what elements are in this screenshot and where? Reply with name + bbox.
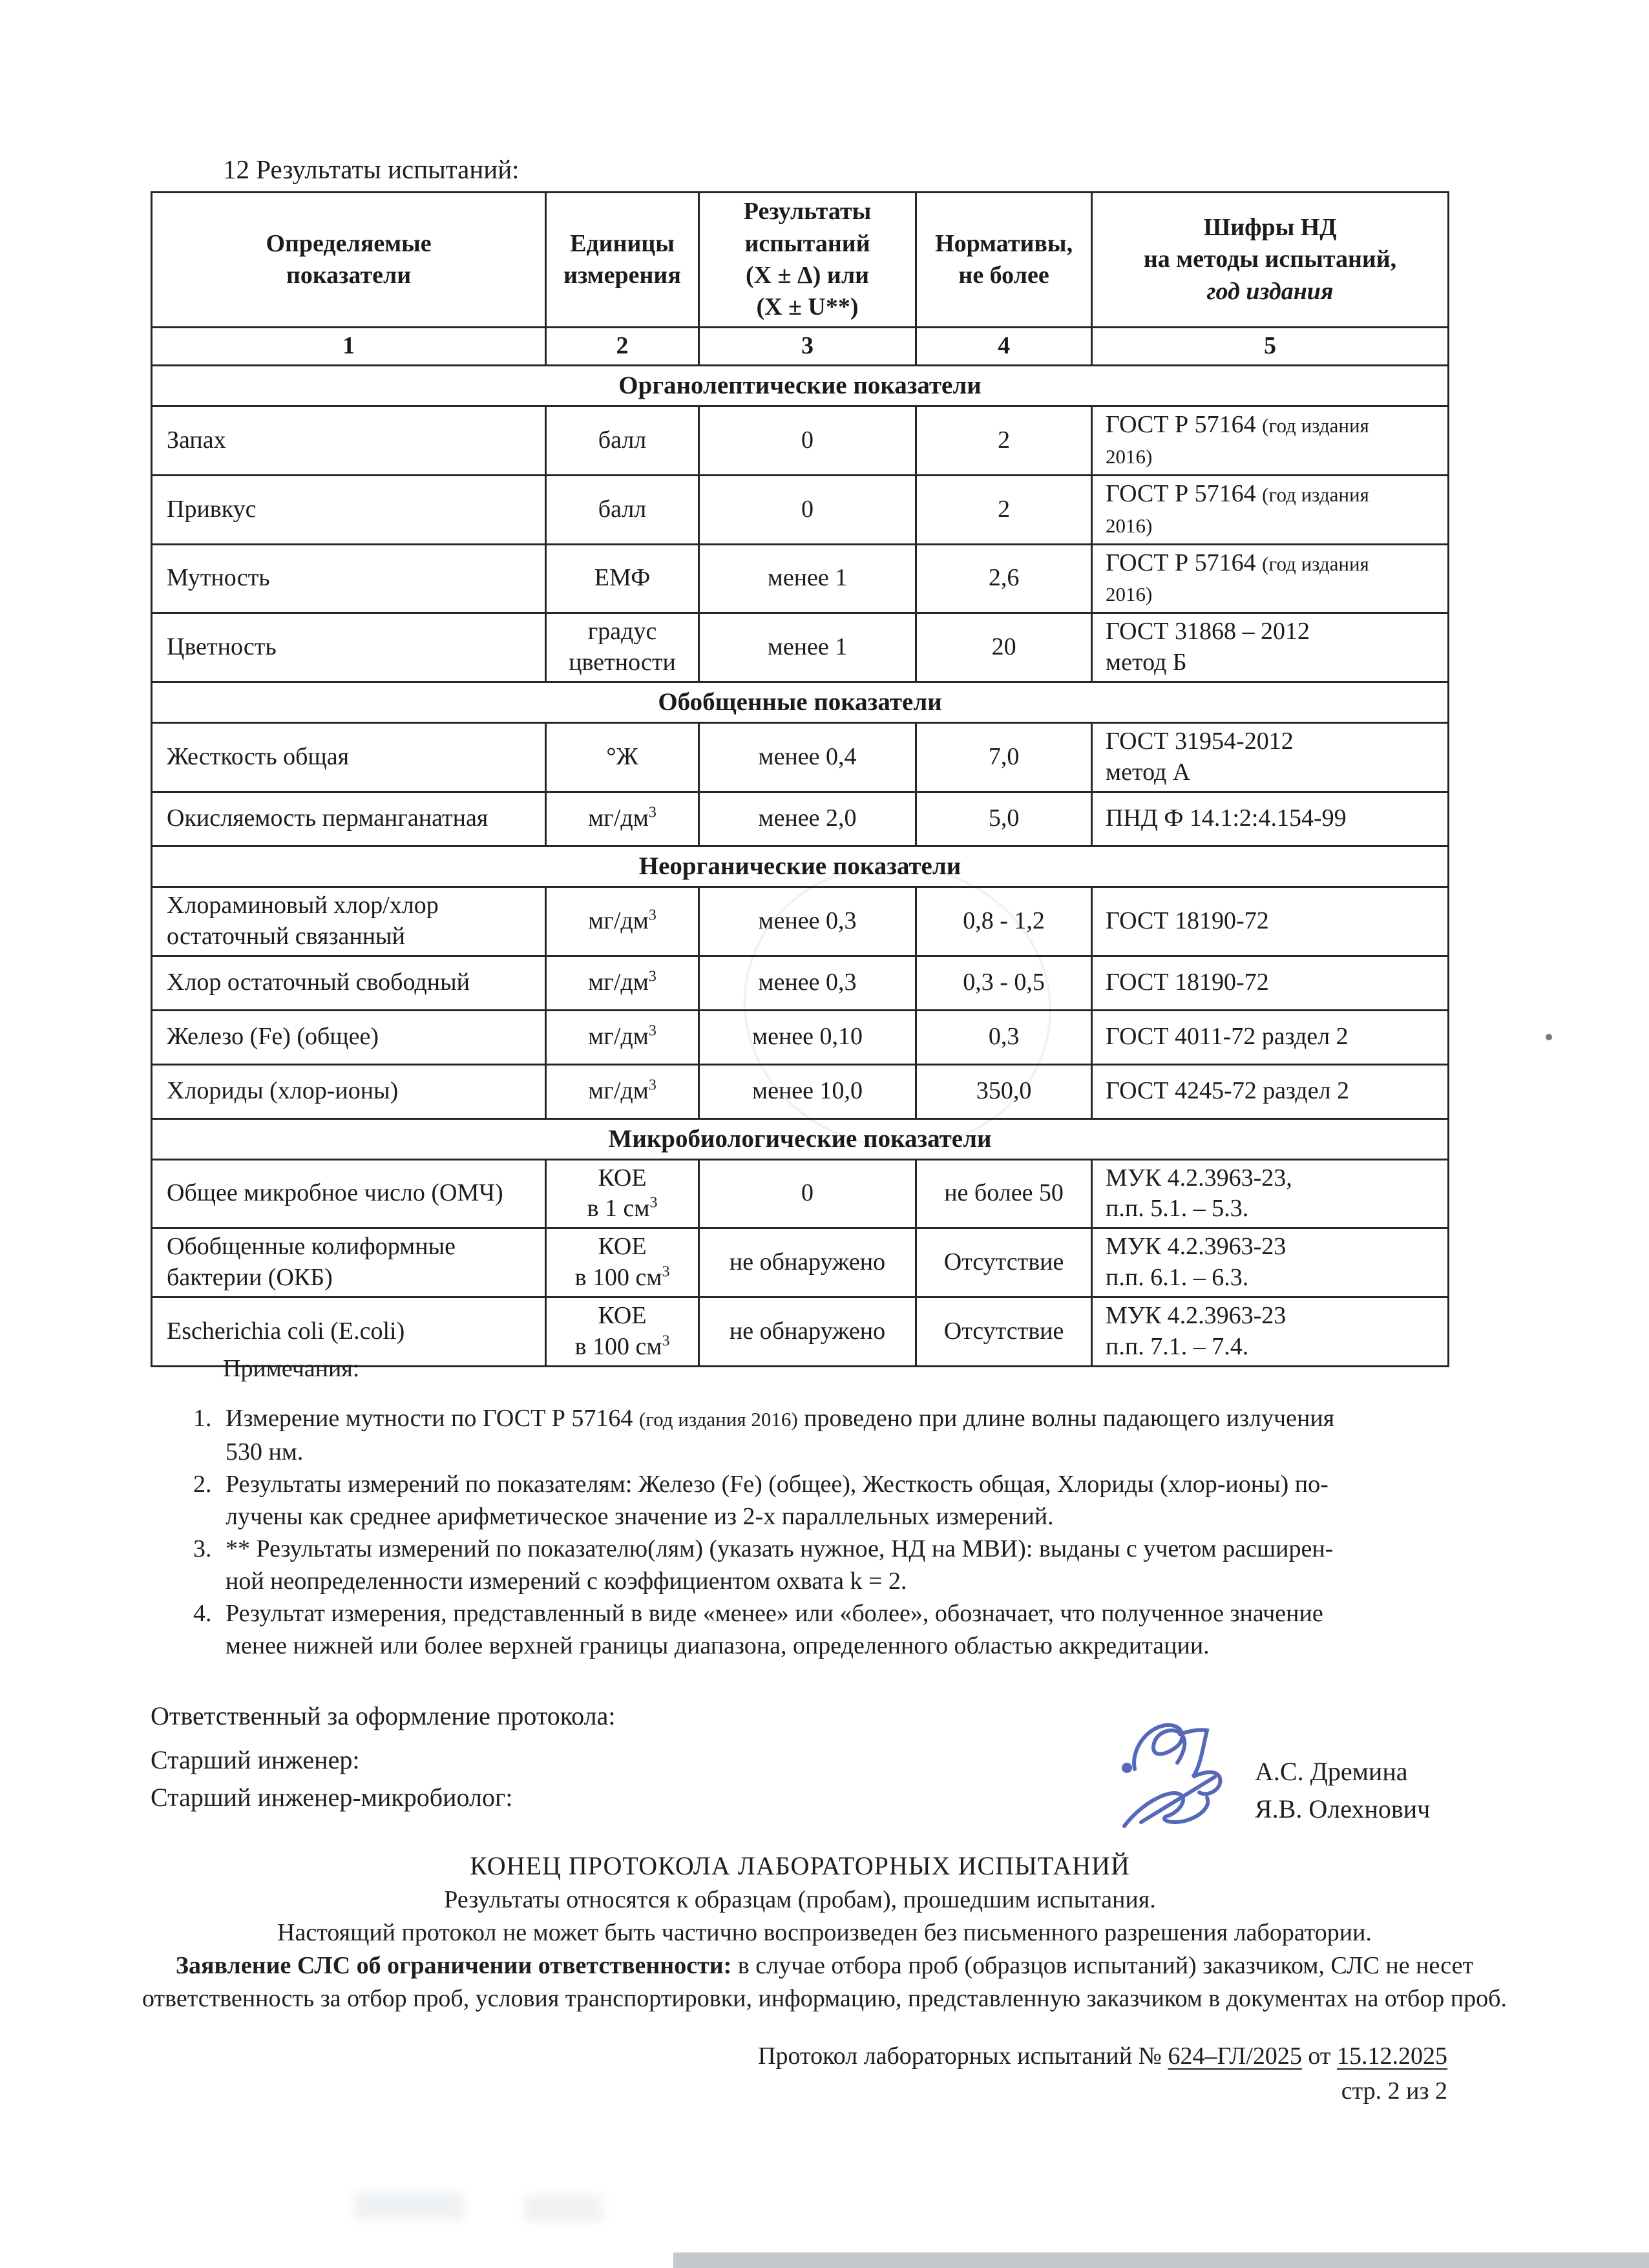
norm-cell: Отсутствие bbox=[916, 1228, 1092, 1297]
method-cell: ГОСТ 31954-2012 метод А bbox=[1092, 723, 1449, 792]
header-cell: Единицы измерения bbox=[546, 193, 699, 328]
header-cell: Шифры НД на методы испытаний, год издания bbox=[1092, 193, 1449, 328]
method-cell: ГОСТ 18190-72 bbox=[1092, 887, 1449, 956]
table-row bbox=[152, 723, 1449, 792]
header-cell: Нормативы, не более bbox=[916, 193, 1092, 328]
column-number-cell: 2 bbox=[546, 328, 699, 366]
note-item bbox=[151, 1533, 1452, 1597]
norm-cell: 2,6 bbox=[916, 544, 1092, 613]
unit-cell: балл bbox=[546, 475, 699, 544]
section-title: Неорганические показатели bbox=[152, 846, 1449, 887]
table-row bbox=[152, 1010, 1449, 1064]
result-cell: менее 2,0 bbox=[698, 792, 916, 846]
norm-cell: 0,8 - 1,2 bbox=[916, 887, 1092, 956]
signer-name-2: Я.В. Олехнович bbox=[1255, 1794, 1431, 1823]
unit-cell: балл bbox=[546, 406, 699, 476]
note-number: 2. bbox=[193, 1471, 212, 1498]
indicator-cell: Железо (Fe) (общее) bbox=[152, 1010, 546, 1064]
results-table-head bbox=[152, 193, 1449, 328]
indicator-cell: Хлор остаточный свободный bbox=[152, 956, 546, 1010]
indicator-cell: Мутность bbox=[152, 544, 546, 613]
indicator-cell: Привкус bbox=[152, 475, 546, 544]
note-item bbox=[151, 1402, 1452, 1468]
table-row bbox=[152, 544, 1449, 613]
note-item bbox=[151, 1597, 1452, 1662]
section-title: Микробиологические показатели bbox=[152, 1118, 1449, 1159]
norm-cell: Отсутствие bbox=[916, 1297, 1092, 1367]
method-cell: МУК 4.2.3963-23 п.п. 7.1. – 7.4. bbox=[1092, 1297, 1449, 1367]
notes-block bbox=[151, 1354, 1452, 1662]
result-cell: не обнаружено bbox=[698, 1228, 916, 1297]
results-table-body bbox=[152, 328, 1449, 1367]
table-row bbox=[152, 887, 1449, 956]
norm-cell: 7,0 bbox=[916, 723, 1092, 792]
table-row bbox=[152, 1228, 1449, 1297]
column-number-cell: 3 bbox=[698, 328, 916, 366]
method-cell: МУК 4.2.3963-23, п.п. 5.1. – 5.3. bbox=[1092, 1159, 1449, 1228]
table-row bbox=[152, 613, 1449, 682]
indicator-cell: Escherichia coli (E.coli) bbox=[152, 1297, 546, 1367]
section-row bbox=[152, 682, 1449, 723]
notes-label: Примечания: bbox=[223, 1355, 360, 1382]
result-cell: не обнаружено bbox=[698, 1297, 916, 1367]
unit-cell: градус цветности bbox=[546, 613, 699, 682]
footer-paragraph bbox=[114, 1916, 1535, 2015]
norm-cell: 0,3 - 0,5 bbox=[916, 956, 1092, 1010]
scan-smudge bbox=[525, 2196, 602, 2221]
indicator-cell: Хлориды (хлор-ионы) bbox=[152, 1064, 546, 1118]
indicator-cell: Обобщенные колиформные бактерии (ОКБ) bbox=[152, 1228, 546, 1297]
protocol-number: 624–ГЛ/2025 bbox=[1168, 2042, 1302, 2070]
norm-cell: 5,0 bbox=[916, 792, 1092, 846]
table-row bbox=[152, 956, 1449, 1010]
results-table-wrap bbox=[151, 191, 1449, 1367]
column-numbers-row bbox=[152, 328, 1449, 366]
column-number-cell: 4 bbox=[916, 328, 1092, 366]
note-number: 1. bbox=[193, 1405, 212, 1432]
indicator-cell: Окисляемость перманганатная bbox=[152, 792, 546, 846]
unit-cell: $мг/дм^3$ bbox=[546, 1010, 699, 1064]
note-text: ** Результаты измерений по показателю(лям) (указать нужное, НД на МВИ): выданы с учетом расширен- ной неопределенности измерений с коэффициентом охвата k = 2. bbox=[226, 1535, 1334, 1595]
unit-cell: $мг/дм^3$ bbox=[546, 956, 699, 1010]
result-cell: менее 1 bbox=[698, 544, 916, 613]
signer-role-1: Старший инженер: bbox=[151, 1745, 360, 1774]
note-item bbox=[151, 1468, 1452, 1533]
indicator-cell: Запах bbox=[152, 406, 546, 476]
page-number: стр. 2 из 2 bbox=[1341, 2077, 1447, 2105]
method-cell: ГОСТ Р 57164 (год издания 2016) bbox=[1092, 406, 1449, 476]
unit-cell: °Ж bbox=[546, 723, 699, 792]
results-section-title: 12 Результаты испытаний: bbox=[223, 154, 520, 184]
header-cell: Определяемые показатели bbox=[152, 193, 546, 328]
result-cell: менее 1 bbox=[698, 613, 916, 682]
table-row bbox=[152, 406, 1449, 476]
end-of-protocol-line: КОНЕЦ ПРОТОКОЛА ЛАБОРАТОРНЫХ ИСПЫТАНИЙ bbox=[470, 1851, 1130, 1880]
method-cell: ПНД Ф 14.1:2:4.154-99 bbox=[1092, 792, 1449, 846]
result-cell: менее 0,3 bbox=[698, 956, 916, 1010]
signature-ink bbox=[1113, 1712, 1261, 1848]
indicator-cell: Жесткость общая bbox=[152, 723, 546, 792]
norm-cell: 0,3 bbox=[916, 1010, 1092, 1064]
no-reproduction-line: Настоящий протокол не может быть частично воспроизведен без письменного разрешения лаборатории. bbox=[277, 1919, 1372, 1946]
ink-dot-artifact bbox=[1546, 1034, 1552, 1040]
section-row bbox=[152, 846, 1449, 887]
responsible-line: Ответственный за оформление протокола: bbox=[151, 1701, 616, 1730]
protocol-of: от bbox=[1301, 2042, 1337, 2070]
scanner-band-artifact bbox=[673, 2252, 1649, 2268]
note-text: Результат измерения, представленный в виде «менее» или «более», обозначает, что полученное значение менее нижней или более верхней границы диапазона, определенного областью аккредитации. bbox=[226, 1600, 1323, 1659]
result-cell: менее 0,4 bbox=[698, 723, 916, 792]
column-number-cell: 5 bbox=[1092, 328, 1449, 366]
method-cell: ГОСТ Р 57164 (год издания 2016) bbox=[1092, 475, 1449, 544]
protocol-date: 15.12.2025 bbox=[1337, 2042, 1447, 2070]
signer-name-1: А.С. Дремина bbox=[1255, 1757, 1408, 1786]
norm-cell: 2 bbox=[916, 406, 1092, 476]
norm-cell: не более 50 bbox=[916, 1159, 1092, 1228]
disclaimer-lead: Заявление СЛС об ограничении ответственности: bbox=[175, 1951, 732, 1979]
result-cell: менее 0,3 bbox=[698, 887, 916, 956]
result-cell: 0 bbox=[698, 1159, 916, 1228]
header-cell: Результаты испытаний (X ± Δ) или (X ± U**) bbox=[698, 193, 916, 328]
result-cell: 0 bbox=[698, 475, 916, 544]
disclaimer-rest: в случае отбора проб (образцов испытаний) заказчиком, СЛС не несет ответственность за отбор проб, условия транспортировки, информацию, представленную заказчиком в документах на отбор проб. bbox=[142, 1951, 1507, 2012]
unit-cell: КОЕ в 1 $см^3$ bbox=[546, 1159, 699, 1228]
section-title: Обобщенные показатели bbox=[152, 682, 1449, 723]
indicator-cell: Цветность bbox=[152, 613, 546, 682]
results-apply-line: Результаты относятся к образцам (пробам), прошедшим испытания. bbox=[444, 1886, 1156, 1913]
indicator-cell: Общее микробное число (ОМЧ) bbox=[152, 1159, 546, 1228]
note-text: Результаты измерений по показателям: Железо (Fe) (общее), Жесткость общая, Хлориды (хлор-ионы) по- лучены как среднее арифметическое значение из 2-х параллельных измерений. bbox=[226, 1471, 1329, 1530]
scan-smudge bbox=[354, 2192, 464, 2220]
method-cell: ГОСТ 4245-72 раздел 2 bbox=[1092, 1064, 1449, 1118]
note-text: Измерение мутности по ГОСТ Р 57164 (год издания 2016) проведено при длине волны падающего излучения 530 нм. bbox=[226, 1405, 1335, 1465]
unit-cell: ЕМФ bbox=[546, 544, 699, 613]
results-table bbox=[151, 191, 1449, 1367]
notes-list bbox=[151, 1402, 1452, 1662]
norm-cell: 20 bbox=[916, 613, 1092, 682]
method-cell: ГОСТ 18190-72 bbox=[1092, 956, 1449, 1010]
method-cell: МУК 4.2.3963-23 п.п. 6.1. – 6.3. bbox=[1092, 1228, 1449, 1297]
norm-cell: 350,0 bbox=[916, 1064, 1092, 1118]
result-cell: менее 10,0 bbox=[698, 1064, 916, 1118]
section-title: Органолептические показатели bbox=[152, 366, 1449, 406]
unit-cell: $мг/дм^3$ bbox=[546, 887, 699, 956]
note-number: 4. bbox=[193, 1600, 212, 1627]
header-row bbox=[152, 193, 1449, 328]
norm-cell: 2 bbox=[916, 475, 1092, 544]
protocol-prefix: Протокол лабораторных испытаний № bbox=[758, 2042, 1168, 2070]
method-cell: ГОСТ 31868 – 2012 метод Б bbox=[1092, 613, 1449, 682]
note-number: 3. bbox=[193, 1535, 212, 1562]
unit-cell: КОЕ в 100 $см^3$ bbox=[546, 1228, 699, 1297]
section-row bbox=[152, 1118, 1449, 1159]
result-cell: менее 0,10 bbox=[698, 1010, 916, 1064]
unit-cell: $мг/дм^3$ bbox=[546, 1064, 699, 1118]
protocol-number-line bbox=[758, 2042, 1447, 2070]
method-cell: ГОСТ Р 57164 (год издания 2016) bbox=[1092, 544, 1449, 613]
result-cell: 0 bbox=[698, 406, 916, 476]
signer-role-2: Старший инженер-микробиолог: bbox=[151, 1783, 513, 1812]
table-row bbox=[152, 475, 1449, 544]
table-row bbox=[152, 1159, 1449, 1228]
method-cell: ГОСТ 4011-72 раздел 2 bbox=[1092, 1010, 1449, 1064]
column-number-cell: 1 bbox=[152, 328, 546, 366]
unit-cell: КОЕ в 100 $см^3$ bbox=[546, 1297, 699, 1367]
table-row bbox=[152, 792, 1449, 846]
indicator-cell: Хлораминовый хлор/хлор остаточный связанный bbox=[152, 887, 546, 956]
section-row bbox=[152, 366, 1449, 406]
unit-cell: $мг/дм^3$ bbox=[546, 792, 699, 846]
table-row bbox=[152, 1064, 1449, 1118]
